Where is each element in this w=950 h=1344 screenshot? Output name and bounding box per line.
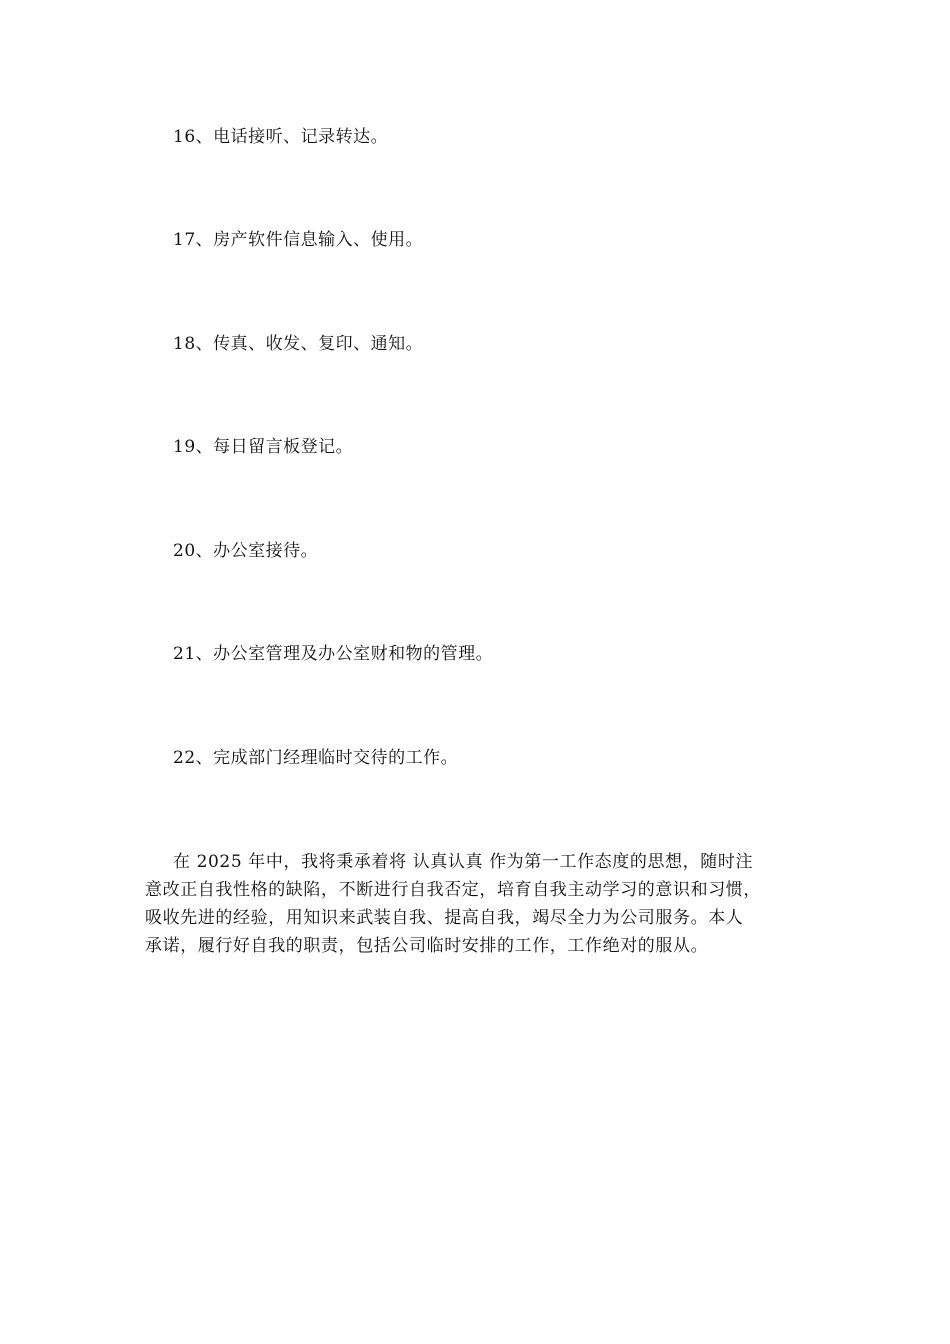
list-item-18: 18、传真、收发、复印、通知。 (173, 334, 424, 354)
closing-line-1: 在 2025 年中，我将秉承着将 认真认真 作为第一工作态度的思想，随时注 (173, 852, 754, 872)
closing-line-2: 意改正自我性格的缺陷，不断进行自我否定，培育自我主动学习的意识和习惯， (145, 880, 761, 900)
closing-paragraph (145, 848, 805, 960)
list-item-17: 17、房产软件信息输入、使用。 (173, 230, 424, 250)
list-item-21: 21、办公室管理及办公室财和物的管理。 (173, 644, 494, 664)
list-item-20: 20、办公室接待。 (173, 541, 319, 561)
list-item-19: 19、每日留言板登记。 (173, 437, 354, 457)
closing-line-3: 吸收先进的经验，用知识来武装自我、提高自我，竭尽全力为公司服务。本人 (145, 908, 744, 928)
list-item-16: 16、电话接听、记录转达。 (173, 127, 389, 147)
list-item-22: 22、完成部门经理临时交待的工作。 (173, 748, 459, 768)
closing-line-4: 承诺，履行好自我的职责，包括公司临时安排的工作，工作绝对的服从。 (145, 936, 709, 956)
